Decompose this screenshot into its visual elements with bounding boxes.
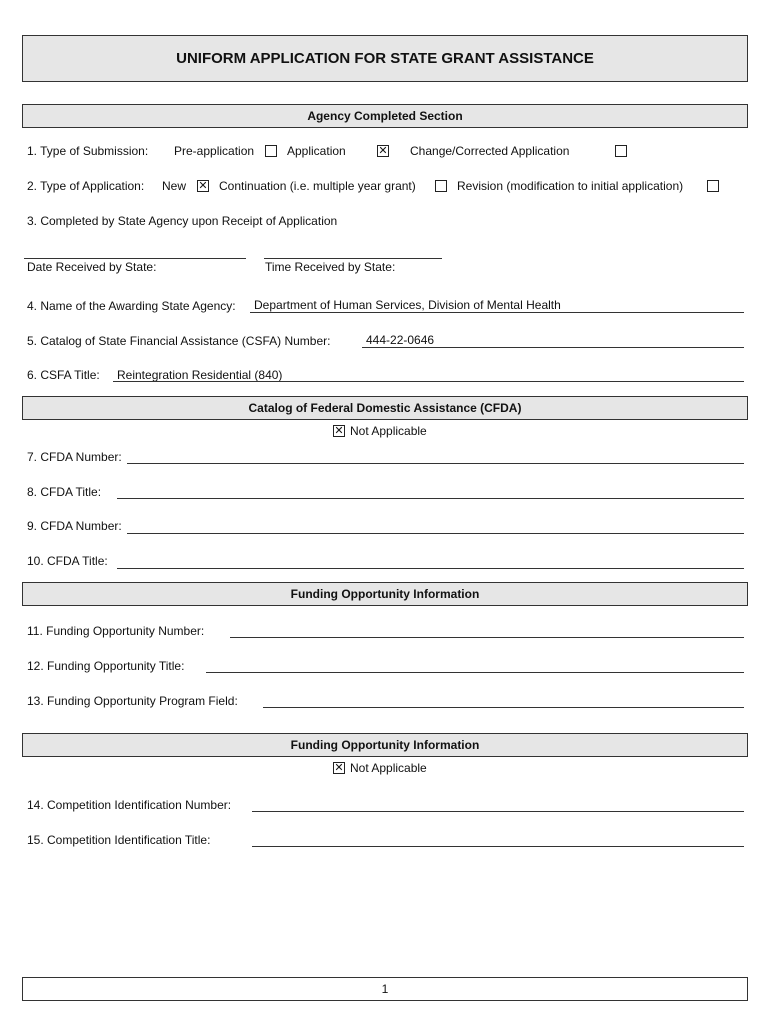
q11-label: 11. Funding Opportunity Number: [27,624,205,638]
section-header-funding-2: Funding Opportunity Information [22,733,748,757]
q9-label: 9. CFDA Number: [27,519,122,533]
cfda-title-field-2[interactable] [117,568,744,569]
q3-label: 3. Completed by State Agency upon Receipt of Application [27,214,338,228]
time-received-field[interactable] [264,258,442,259]
csfa-number-value: 444-22-0646 [366,333,435,347]
cfda-not-applicable-label: Not Applicable [350,424,427,438]
cfda-title-field-1[interactable] [117,498,744,499]
pre-application-checkbox[interactable] [265,145,277,157]
page-number: 1 [22,977,748,1001]
form-title: UNIFORM APPLICATION FOR STATE GRANT ASSISTANCE [22,35,748,82]
awarding-agency-value: Department of Human Services, Division of Mental Health [254,298,561,312]
section-header-agency: Agency Completed Section [22,104,748,128]
csfa-title-field[interactable] [113,381,744,382]
q8-label: 8. CFDA Title: [27,485,102,499]
option-change-corrected-label: Change/Corrected Application [410,144,570,158]
option-new-label: New [162,179,187,193]
cfda-number-field-2[interactable] [127,533,744,534]
funding-not-applicable-checkbox[interactable]: ✕ [334,761,344,774]
cfda-not-applicable-checkbox[interactable]: ✕ [334,424,344,437]
section-header-funding-1: Funding Opportunity Information [22,582,748,606]
option-pre-application-label: Pre-application [174,144,255,158]
competition-id-number-field[interactable] [252,811,744,812]
q7-label: 7. CFDA Number: [27,450,122,464]
date-received-label: Date Received by State: [27,260,157,274]
q6-label: 6. CSFA Title: [27,368,100,382]
q15-label: 15. Competition Identification Title: [27,833,211,847]
continuation-checkbox[interactable] [435,180,447,192]
option-continuation-label: Continuation (i.e. multiple year grant) [219,179,416,193]
q5-label: 5. Catalog of State Financial Assistance (CSFA) Number: [27,334,331,348]
application-checkbox[interactable]: ✕ [378,144,388,157]
section-header-cfda: Catalog of Federal Domestic Assistance (CFDA) [22,396,748,420]
csfa-title-value: Reintegration Residential (840) [117,368,283,382]
q14-label: 14. Competition Identification Number: [27,798,232,812]
new-checkbox[interactable]: ✕ [198,179,208,192]
revision-checkbox[interactable] [707,180,719,192]
q10-label: 10. CFDA Title: [27,554,108,568]
q13-label: 13. Funding Opportunity Program Field: [27,694,238,708]
csfa-number-field[interactable] [362,347,744,348]
cfda-number-field-1[interactable] [127,463,744,464]
date-received-field[interactable] [24,258,246,259]
option-application-label: Application [287,144,346,158]
q1-label: 1. Type of Submission: [27,144,149,158]
change-corrected-checkbox[interactable] [615,145,627,157]
awarding-agency-field[interactable] [250,312,744,313]
option-revision-label: Revision (modification to initial application) [457,179,684,193]
funding-not-applicable-label: Not Applicable [350,761,427,775]
funding-opportunity-program-field[interactable] [263,707,744,708]
q4-label: 4. Name of the Awarding State Agency: [27,299,236,313]
funding-opportunity-title-field[interactable] [206,672,744,673]
time-received-label: Time Received by State: [265,260,396,274]
funding-opportunity-number-field[interactable] [230,637,744,638]
q12-label: 12. Funding Opportunity Title: [27,659,185,673]
q2-label: 2. Type of Application: [27,179,145,193]
competition-id-title-field[interactable] [252,846,744,847]
